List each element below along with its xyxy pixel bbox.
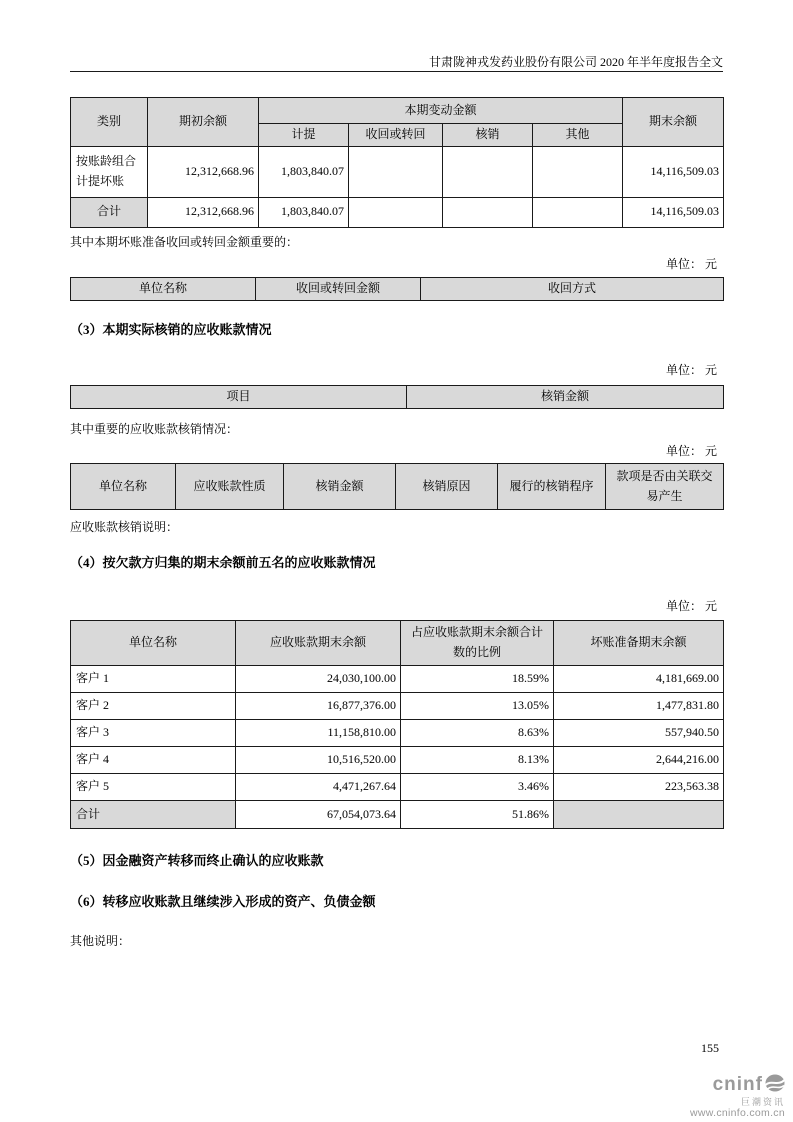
cell-category-total: 合计 (71, 197, 148, 227)
table-row-total (71, 197, 724, 227)
col-header-proportion: 占应收账款期末余额合计数的比例 (401, 621, 554, 666)
col-header-receivable-nature: 应收账款性质 (176, 464, 284, 510)
cell-proportion: 8.63% (401, 720, 554, 747)
cninfo-logo (690, 1074, 785, 1119)
cell-opening: 12,312,668.96 (148, 197, 259, 227)
cell-baddebt: 557,940.50 (554, 720, 724, 747)
cell-accrual: 1,803,840.07 (259, 146, 349, 197)
cell-customer: 客户 4 (71, 747, 236, 774)
col-header-other: 其他 (533, 124, 623, 147)
bad-debt-table (70, 97, 724, 228)
col-header-closing-balance: 应收账款期末余额 (236, 621, 401, 666)
note-recover-important: 其中本期坏账准备收回或转回金额重要的： (70, 235, 299, 249)
cninfo-logo-text: cninf (712, 1074, 763, 1096)
cell-other (533, 197, 623, 227)
col-header-current-change: 本期变动金额 (259, 98, 623, 124)
cell-customer: 客户 3 (71, 720, 236, 747)
section-heading-3: （3）本期实际核销的应收账款情况 (70, 322, 272, 337)
col-header-category: 类别 (71, 98, 148, 147)
unit-label: 单位： 元 (665, 599, 717, 613)
section-heading-5: （5）因金融资产转移而终止确认的应收账款 (70, 853, 324, 868)
col-header-related-party: 款项是否由关联交易产生 (606, 464, 724, 510)
col-header-recover-amount: 收回或转回金额 (256, 278, 421, 301)
cell-baddebt: 223,563.38 (554, 774, 724, 801)
section-heading-4: （4）按欠款方归集的期末余额前五名的应收账款情况 (70, 555, 376, 570)
cell-customer: 客户 5 (71, 774, 236, 801)
cell-balance: 10,516,520.00 (236, 747, 401, 774)
col-header-writeoff-procedure: 履行的核销程序 (498, 464, 606, 510)
cell-closing: 14,116,509.03 (623, 197, 724, 227)
col-header-closing: 期末余额 (623, 98, 724, 147)
note-other: 其他说明： (70, 934, 131, 948)
col-header-writeoff-reason: 核销原因 (396, 464, 498, 510)
table-row-total (71, 801, 724, 829)
cell-baddebt: 1,477,831.80 (554, 693, 724, 720)
table-row (71, 747, 724, 774)
cell-balance: 24,030,100.00 (236, 666, 401, 693)
cell-accrual: 1,803,840.07 (259, 197, 349, 227)
cell-recovered (349, 146, 443, 197)
cell-baddebt: 2,644,216.00 (554, 747, 724, 774)
writeoff-detail-table (70, 463, 724, 510)
col-header-writeoff-amount: 核销金额 (284, 464, 396, 510)
cell-opening: 12,312,668.96 (148, 146, 259, 197)
cell-total-label: 合计 (71, 801, 236, 829)
recover-table (70, 277, 724, 301)
cninfo-logo-caption: 巨潮资讯 (740, 1096, 785, 1107)
unit-label: 单位： 元 (665, 257, 717, 271)
cell-proportion: 18.59% (401, 666, 554, 693)
col-header-baddebt-closing: 坏账准备期末余额 (554, 621, 724, 666)
unit-label: 单位： 元 (665, 363, 717, 377)
cell-baddebt (554, 801, 724, 829)
cell-proportion: 8.13% (401, 747, 554, 774)
cell-balance: 16,877,376.00 (236, 693, 401, 720)
col-header-recovered: 收回或转回 (349, 124, 443, 147)
cell-category: 按账龄组合计提坏账 (71, 146, 148, 197)
cell-proportion: 51.86% (401, 801, 554, 829)
writeoff-table (70, 385, 724, 409)
note-writeoff-desc: 应收账款核销说明： (70, 520, 179, 534)
header-rule (70, 71, 723, 72)
col-header-writeoff-amount: 核销金额 (407, 386, 724, 409)
table-row (71, 146, 724, 197)
cell-customer: 客户 1 (71, 666, 236, 693)
report-title: 甘肃陇神戎发药业股份有限公司 2020 年半年度报告全文 (428, 55, 723, 69)
col-header-unit-name: 单位名称 (71, 278, 256, 301)
cell-proportion: 3.46% (401, 774, 554, 801)
col-header-unit-name: 单位名称 (71, 621, 236, 666)
cell-closing: 14,116,509.03 (623, 146, 724, 197)
col-header-writeoff: 核销 (443, 124, 533, 147)
page-number: 155 (701, 1041, 719, 1055)
table-row (71, 666, 724, 693)
col-header-item: 项目 (71, 386, 407, 409)
col-header-accrual: 计提 (259, 124, 349, 147)
col-header-unit-name: 单位名称 (71, 464, 176, 510)
col-header-recover-method: 收回方式 (421, 278, 724, 301)
cell-balance: 11,158,810.00 (236, 720, 401, 747)
cell-recovered (349, 197, 443, 227)
table-row (71, 774, 724, 801)
unit-label: 单位： 元 (665, 444, 717, 458)
table-row (71, 720, 724, 747)
cell-writeoff (443, 146, 533, 197)
cell-writeoff (443, 197, 533, 227)
cell-other (533, 146, 623, 197)
cell-baddebt: 4,181,669.00 (554, 666, 724, 693)
cell-balance: 67,054,073.64 (236, 801, 401, 829)
table-row (71, 693, 724, 720)
col-header-opening: 期初余额 (148, 98, 259, 147)
cninfo-swirl-icon (765, 1074, 785, 1097)
cell-balance: 4,471,267.64 (236, 774, 401, 801)
note-writeoff-important: 其中重要的应收账款核销情况： (70, 422, 239, 436)
top5-receivables-table (70, 620, 724, 829)
cell-customer: 客户 2 (71, 693, 236, 720)
cell-proportion: 13.05% (401, 693, 554, 720)
section-heading-6: （6）转移应收账款且继续涉入形成的资产、负债金额 (70, 894, 376, 909)
cninfo-logo-url: www.cninfo.com.cn (690, 1107, 785, 1120)
